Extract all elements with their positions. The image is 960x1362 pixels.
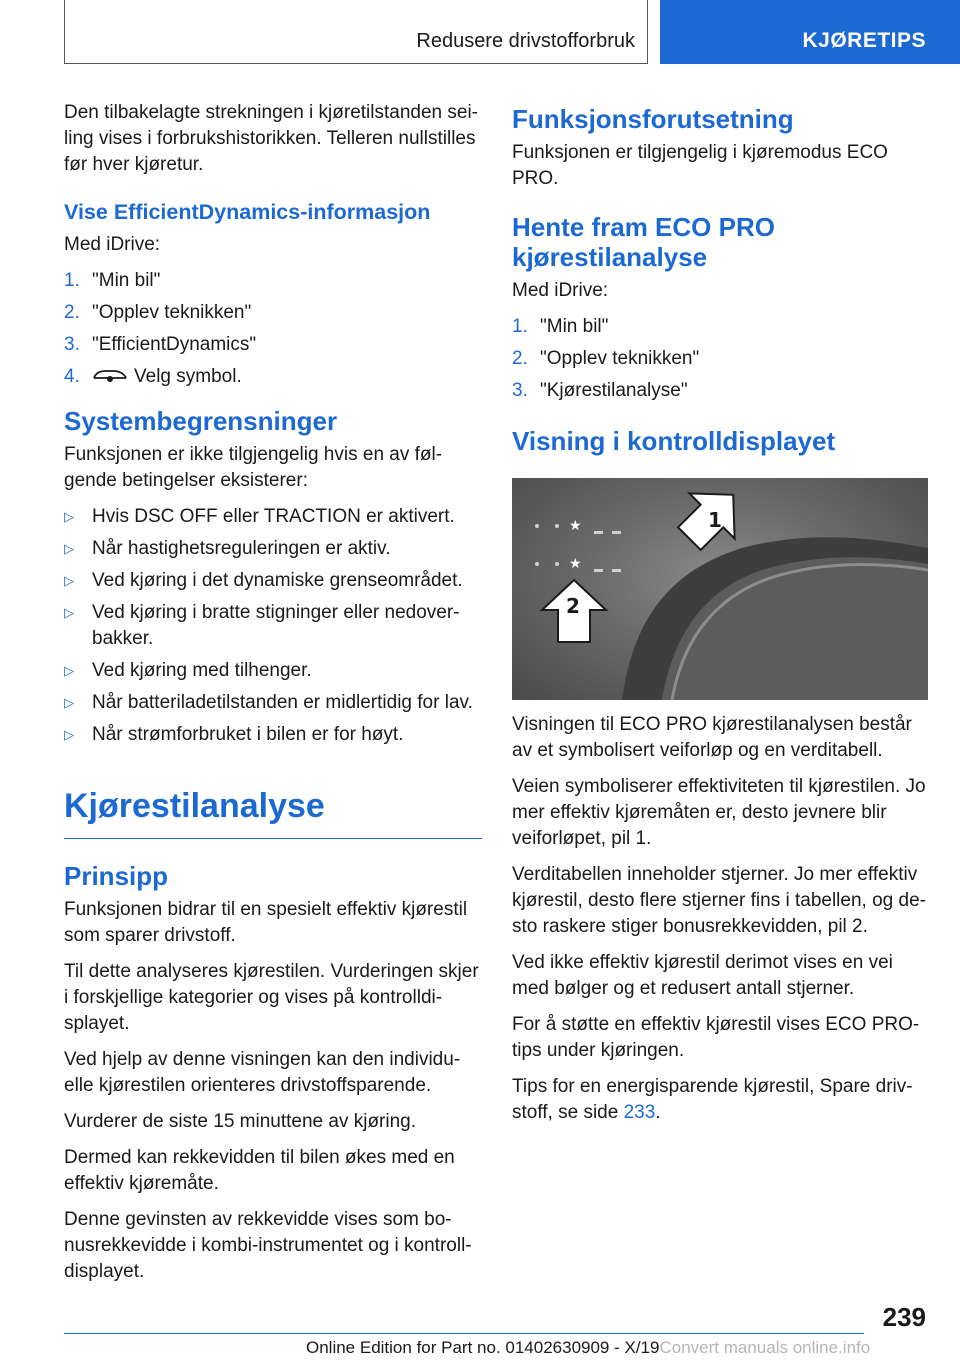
right-column [512, 100, 928, 1136]
step-text: Velg symbol. [134, 366, 242, 387]
principle-heading: Prinsipp [64, 861, 169, 891]
list-item [64, 504, 482, 530]
list-item [64, 300, 482, 326]
limits-list [64, 504, 482, 748]
fetch-heading: Hente fram ECO PRO kjørestilanalyse [512, 212, 775, 272]
step-text: "Min bil" [92, 270, 161, 291]
list-item [512, 378, 928, 404]
display-heading: Visning i kontrolldisplayet [512, 426, 836, 456]
fetch-with: Med iDrive: [512, 280, 609, 301]
intro-paragraph: Den tilbakelagte strekningen i kjøretilstanden sei-ling vises i forbrukshistorikken. Telleren nullstilles før hver kjøretur. [64, 102, 478, 175]
watermark-text: Convert manuals online.info [659, 1338, 871, 1357]
display-paragraph: For å støtte en effektiv kjørestil vises ECO PRO-tips under kjøringen. [512, 1014, 920, 1061]
step-text: "Opplev teknikken" [540, 348, 700, 369]
list-item-text: Når hastighetsreguleringen er aktiv. [92, 538, 391, 559]
limits-intro: Funksjonen er ikke tilgjengelig hvis en av føl-gende betingelser eksisterer: [64, 444, 443, 491]
principle-paragraph: Ved hjelp av denne visningen kan den individu-elle kjørestilen orienteres drivstoffsparende. [64, 1049, 461, 1096]
step-number: 2. [512, 348, 528, 369]
triangle-bullet-icon: ▷ [64, 727, 74, 742]
fetch-steps [512, 314, 928, 404]
principle-paragraph: Funksjonen bidrar til en spesielt effektiv kjørestil som sparer drivstoff. [64, 899, 468, 946]
chapter-title: Kjørestilanalyse [64, 784, 482, 839]
efficient-with: Med iDrive: [64, 234, 161, 255]
step-number: 4. [64, 366, 80, 387]
principle-paragraph: Til dette analyseres kjørestilen. Vurderingen skjer i forskjellige kategorier og vises på kontrolldi-splayet. [64, 961, 479, 1034]
list-item [512, 314, 928, 340]
svg-text:★: ★ [569, 518, 582, 534]
page-number: 239 [882, 1302, 926, 1332]
triangle-bullet-icon: ▷ [64, 605, 74, 620]
principle-paragraph: Dermed kan rekkevidden til bilen økes med en effektiv kjøremåte. [64, 1147, 455, 1194]
chapter-tab-label: KJØRETIPS [802, 29, 926, 52]
triangle-bullet-icon: ▷ [64, 509, 74, 524]
principle-paragraph: Denne gevinsten av rekkevidde vises som bo-nusrekkevidde i kombi-instrumentet og i kontroll-displayet. [64, 1209, 472, 1282]
list-item-text: Når strømforbruket i bilen er for høyt. [92, 724, 404, 745]
step-number: 1. [64, 270, 80, 291]
list-item [64, 658, 482, 684]
tips-end: . [655, 1102, 661, 1123]
triangle-bullet-icon: ▷ [64, 663, 74, 678]
step-number: 3. [512, 380, 528, 401]
step-number: 2. [64, 302, 80, 323]
list-item-text: Hvis DSC OFF eller TRACTION er aktivert. [92, 506, 455, 527]
step-text: "Min bil" [540, 316, 609, 337]
list-item [64, 722, 482, 748]
list-item-text: Ved kjøring med tilhenger. [92, 660, 312, 681]
tips-text: Tips for en energisparende kjørestil, Spare driv-stoff, se side [512, 1076, 913, 1123]
footer-rule [64, 1333, 864, 1334]
list-item-text: Når batteriladetilstanden er midlertidig for lav. [92, 692, 473, 713]
step-number: 3. [64, 334, 80, 355]
arrow-1-label: 1 [708, 508, 722, 532]
arrow-2-label: 2 [566, 594, 580, 618]
display-paragraph: Verditabellen inneholder stjerner. Jo mer effektiv kjørestil, desto flere stjerner fins i tabellen, og de-sto raskere stiger bonusrekkevidden, pil 2. [512, 864, 926, 937]
list-item [64, 600, 482, 652]
eco-pro-display-figure [512, 478, 928, 700]
list-item [512, 346, 928, 372]
running-header [64, 0, 648, 64]
efficient-steps [64, 268, 482, 390]
tips-paragraph [512, 1074, 928, 1126]
step-text: "Kjørestilanalyse" [540, 380, 688, 401]
list-item [64, 364, 482, 390]
header-title: Redusere drivstofforbruk [416, 30, 635, 52]
step-number: 1. [512, 316, 528, 337]
list-item [64, 268, 482, 294]
display-paragraph: Veien symboliserer effektiviteten til kjørestilen. Jo mer effektiv kjøremåten er, desto jevnere blir veiforløpet, pil 1. [512, 776, 926, 849]
prereq-text: Funksjonen er tilgjengelig i kjøremodus ECO PRO. [512, 142, 888, 189]
edition-text: Online Edition for Part no. 01402630909 - X/19 [306, 1338, 660, 1357]
triangle-bullet-icon: ▷ [64, 541, 74, 556]
display-paragraph: Visningen til ECO PRO kjørestilanalysen består av et symbolisert veiforløp og en verditabell. [512, 714, 912, 761]
car-icon [92, 366, 128, 384]
triangle-bullet-icon: ▷ [64, 695, 74, 710]
efficient-heading: Vise EfficientDynamics-informasjon [64, 200, 431, 224]
svg-text:★: ★ [569, 556, 582, 572]
list-item [64, 568, 482, 594]
list-item-text: Ved kjøring i det dynamiske grenseområdet. [92, 570, 463, 591]
triangle-bullet-icon: ▷ [64, 573, 74, 588]
list-item [64, 536, 482, 562]
list-item [64, 690, 482, 716]
left-column [64, 100, 482, 1295]
page-reference-link[interactable]: 233 [623, 1102, 656, 1123]
step-text: "Opplev teknikken" [92, 302, 252, 323]
chapter-tab [660, 0, 960, 64]
footer-edition [306, 1338, 870, 1358]
step-text: "EfficientDynamics" [92, 334, 257, 355]
list-item-text: Ved kjøring i bratte stigninger eller nedover-bakker. [92, 602, 460, 649]
prereq-heading: Funksjonsforutsetning [512, 104, 794, 134]
display-paragraph: Ved ikke effektiv kjørestil derimot vises en vei med bølger og et redusert antall stjerner. [512, 952, 893, 999]
list-item [64, 332, 482, 358]
limits-heading: Systembegrensninger [64, 406, 338, 436]
principle-paragraph: Vurderer de siste 15 minuttene av kjøring. [64, 1111, 417, 1132]
